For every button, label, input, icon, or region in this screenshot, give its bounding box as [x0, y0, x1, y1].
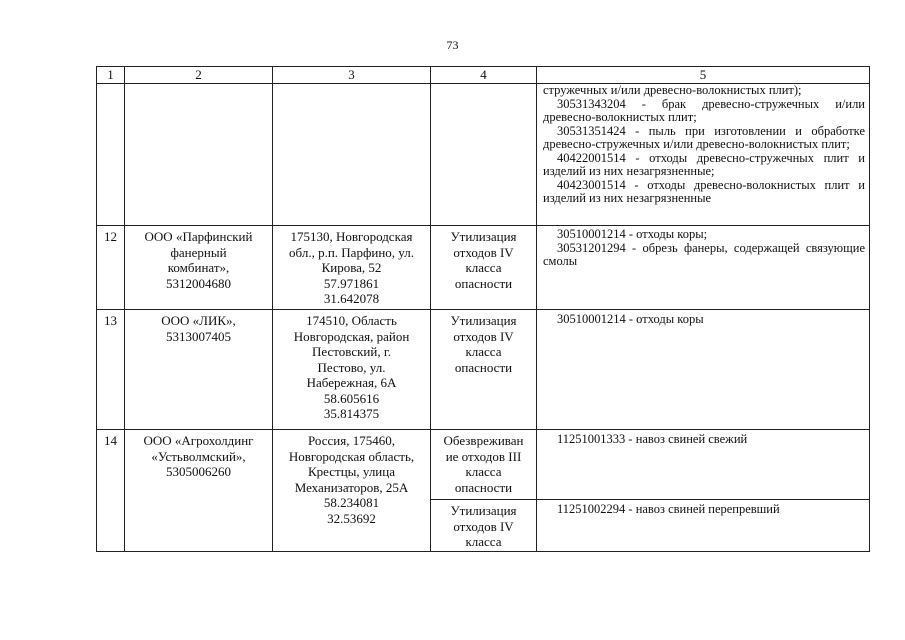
- address-cell: 174510, Область Новгородская, район Пестовский, г. Пестово, ул. Набережная, 6А 58.605616 35.814375: [273, 310, 431, 430]
- row-number: 13: [97, 310, 125, 430]
- row-number: 14: [97, 430, 125, 552]
- waste-line: 30531343204 - брак древесно-стружечных и/или древесно-волокнистых плит;: [543, 96, 865, 124]
- waste-cell: [537, 226, 870, 310]
- waste-line: 30510001214 - отходы коры;: [557, 227, 708, 241]
- waste-line: стружечных и/или древесно-волокнистых плит);: [543, 83, 802, 97]
- waste-line: 40422001514 - отходы древесно-стружечных плит и изделий из них незагрязненные;: [543, 150, 865, 178]
- organization-cell: ООО «Агрохолдинг «Устьволмский», 5305006260: [125, 430, 273, 552]
- activity-cell: Утилизация отходов IV класса опасности: [431, 226, 537, 310]
- waste-line: 11251001333 - навоз свиней свежий: [557, 432, 748, 446]
- header-col-1: 1: [97, 67, 125, 84]
- header-col-2: 2: [125, 67, 273, 84]
- activity-cell: Утилизация отходов IV класса опасности: [431, 310, 537, 430]
- header-col-5: 5: [537, 67, 870, 84]
- waste-cell: [537, 310, 870, 430]
- address-cell: 175130, Новгородская обл., р.п. Парфино, ул. Кирова, 52 57.971861 31.642078: [273, 226, 431, 310]
- organization-cell: ООО «Парфинский фанерный комбинат», 5312004680: [125, 226, 273, 310]
- waste-line: 30510001214 - отходы коры: [557, 312, 704, 326]
- activity-cell: Утилизация отходов IV класса: [431, 500, 537, 552]
- header-col-4: 4: [431, 67, 537, 84]
- header-col-3: 3: [273, 67, 431, 84]
- address-cell: Россия, 175460, Новгородская область, Крестцы, улица Механизаторов, 25А 58.234081 32.53692: [273, 430, 431, 552]
- table-row: [97, 430, 870, 500]
- page-number: 73: [446, 38, 459, 52]
- waste-facilities-table: [96, 66, 870, 552]
- table-row: [97, 310, 870, 430]
- header-row: [97, 67, 870, 84]
- waste-line: 30531201294 - обрезь фанеры, содержащей связующие смолы: [543, 240, 865, 268]
- organization-cell: ООО «ЛИК», 5313007405: [125, 310, 273, 430]
- waste-line: 11251002294 - навоз свиней перепревший: [557, 502, 780, 516]
- waste-line: 40423001514 - отходы древесно-волокнистых плит и изделий из них незагрязненные: [543, 177, 865, 205]
- continuation-waste-cell: [537, 84, 870, 226]
- waste-cell: [537, 500, 870, 552]
- waste-line: 30531351424 - пыль при изготовлении и обработке древесно-стружечных и/или древесно-волокнистых плит;: [543, 123, 865, 151]
- row-number: 12: [97, 226, 125, 310]
- activity-cell: Обезвреживан ие отходов III класса опасности: [431, 430, 537, 500]
- table-row: [97, 226, 870, 310]
- waste-cell: [537, 430, 870, 500]
- continuation-row: [97, 84, 870, 226]
